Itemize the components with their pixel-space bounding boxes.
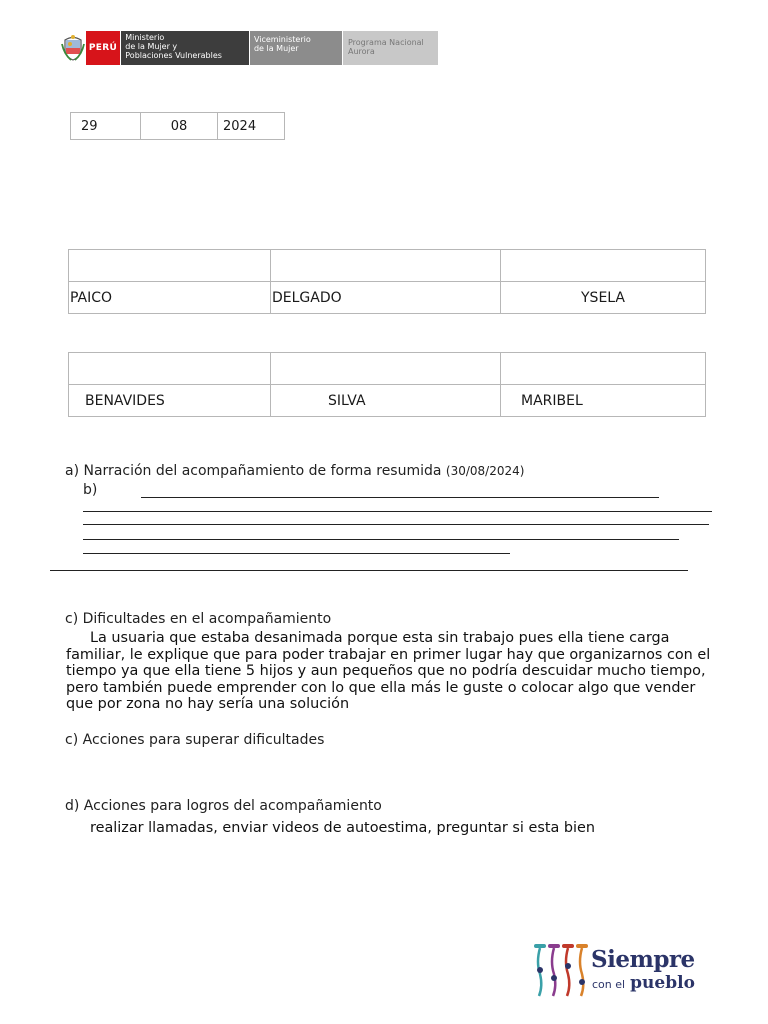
section-b-heading: b) <box>83 482 98 498</box>
coat-of-arms-icon <box>60 31 86 65</box>
section-c2-heading: c) Acciones para superar dificultades <box>65 732 325 748</box>
blank-line <box>141 497 659 498</box>
date-table <box>70 112 285 140</box>
person1-surname2: DELGADO <box>271 282 501 314</box>
section-d-text: realizar llamadas, enviar videos de autoestima, preguntar si esta bien <box>90 820 595 836</box>
peru-label: PERÚ <box>86 31 121 65</box>
person1-table <box>68 249 706 314</box>
person1-surname1: PAICO <box>69 282 271 314</box>
viceministry-label: Viceministerio de la Mujer <box>250 31 342 65</box>
pillars-icon <box>531 942 589 1000</box>
person2-surname2: SILVA <box>271 385 501 417</box>
logo-siempre: Siempre <box>591 946 695 973</box>
person1-name: YSELA <box>501 282 706 314</box>
blank-line <box>83 511 712 512</box>
section-c-heading: c) Dificultades en el acompañamiento <box>65 611 332 627</box>
section-c-text: La usuaria que estaba desanimada porque esta sin trabajo pues ella tiene carga familiar, le explique que para poder trabajar en primer lugar hay que organizarnos con el tiempo ya que ella tiene 5 hijos y aun pequeños que no podría descuidar mucho tiempo, pero también puede emprender con lo que ella más le guste o colocar algo que vender que por zona no hay sería una solución <box>66 630 711 713</box>
section-d-heading: d) Acciones para logros del acompañamiento <box>65 798 382 814</box>
person2-surname1: BENAVIDES <box>69 385 271 417</box>
government-logo-bar <box>60 31 438 65</box>
person2-table <box>68 352 706 417</box>
ministry-label: Ministerio de la Mujer y Poblaciones Vulnerables <box>121 31 249 65</box>
blank-line <box>83 553 510 554</box>
section-a-heading: a) Narración del acompañamiento de forma resumida (30/08/2024) <box>65 463 525 479</box>
logo-con-el-pueblo: con el pueblo <box>592 973 695 993</box>
blank-line <box>83 539 679 540</box>
date-day: 29 <box>71 113 141 140</box>
date-year: 2024 <box>218 113 285 140</box>
person2-name: MARIBEL <box>501 385 706 417</box>
blank-line <box>83 524 709 525</box>
siempre-con-el-pueblo-logo <box>531 940 701 1000</box>
date-month: 08 <box>141 113 218 140</box>
blank-line <box>50 570 688 571</box>
program-label: Programa Nacional Aurora <box>343 31 438 65</box>
